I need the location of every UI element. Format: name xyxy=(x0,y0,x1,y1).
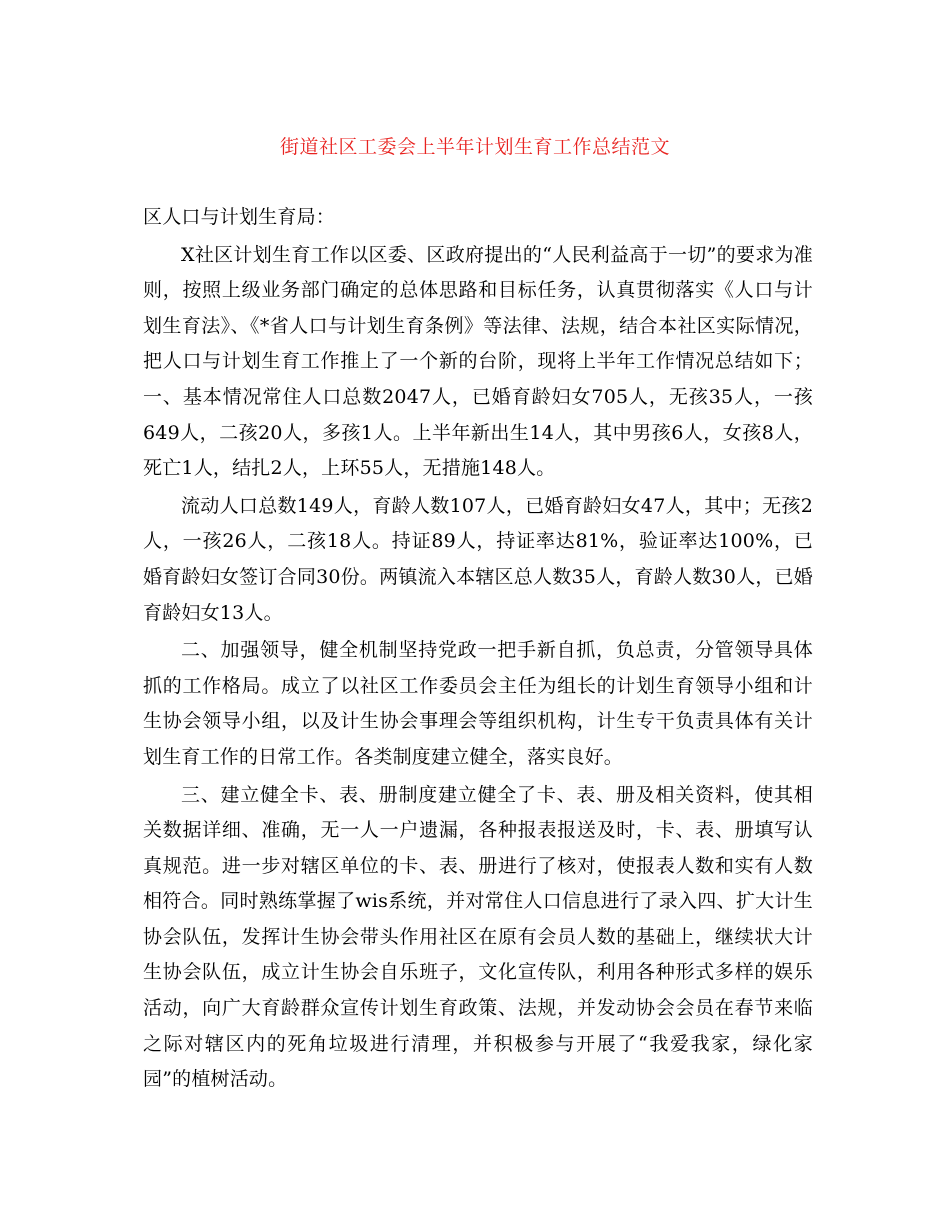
document-body xyxy=(143,200,813,1100)
document-title: 街道社区工委会上半年计划生育工作总结范文 xyxy=(279,136,670,158)
paragraph-leadership: 二、加强领导，健全机制坚持党政一把手新自抓，负总责，分管领导具体抓的工作格局。成立了以社区工作委员会主任为组长的计划生育领导小组和计生协会领导小组，以及计生协会事理会等组织机构，计生专干负责具体有关计划生育工作的日常工作。各类制度建立健全，落实良好。 xyxy=(143,639,813,768)
paragraph-records: 三、建立健全卡、表、册制度建立健全了卡、表、册及相关资料，使其相关数据详细、准确，无一人一户遗漏，各种报表报送及时，卡、表、册填写认真规范。进一步对辖区单位的卡、表、册进行了核对，使报表人数和实有人数相符合。同时熟练掌握了wis系统，并对常住人口信息进行了录入四、扩大计生协会队伍，发挥计生协会带头作用社区在原有会员人数的基础上，继续状大计生协会队伍，成立计生协会自乐班子，文化宣传队，利用各种形式多样的娱乐活动，向广大育龄群众宣传计划生育政策、法规，并发动协会会员在春节来临之际对辖区内的死角垃圾进行清理，并积极参与开展了“我爱我家，绿化家园”的植树活动。 xyxy=(143,783,813,1091)
paragraph-intro: X社区计划生育工作以区委、区政府提出的“人民利益高于一切”的要求为准则，按照上级业务部门确定的总体思路和目标任务，认真贯彻落实《人口与计划生育法》、《*省人口与计划生育条例》等法律、法规，结合本社区实际情况，把人口与计划生育工作推上了一个新的台阶，现将上半年工作情况总结如下；一、基本情况常住人口总数2047人，已婚育龄妇女705人，无孩35人，一孩649人，二孩20人，多孩1人。上半年新出生14人，其中男孩6人，女孩8人，死亡1人，结扎2人，上环55人，无措施148人。 xyxy=(143,243,813,480)
paragraph-floating-population: 流动人口总数149人，育龄人数107人，已婚育龄妇女47人，其中；无孩2人，一孩26人，二孩18人。持证89人，持证率达81%，验证率达100%，已婚育龄妇女签订合同30份。两镇流入本辖区总人数35人，育龄人数30人，已婚育龄妇女13人。 xyxy=(143,494,813,624)
greeting-line: 区人口与计划生育局： xyxy=(143,206,336,228)
